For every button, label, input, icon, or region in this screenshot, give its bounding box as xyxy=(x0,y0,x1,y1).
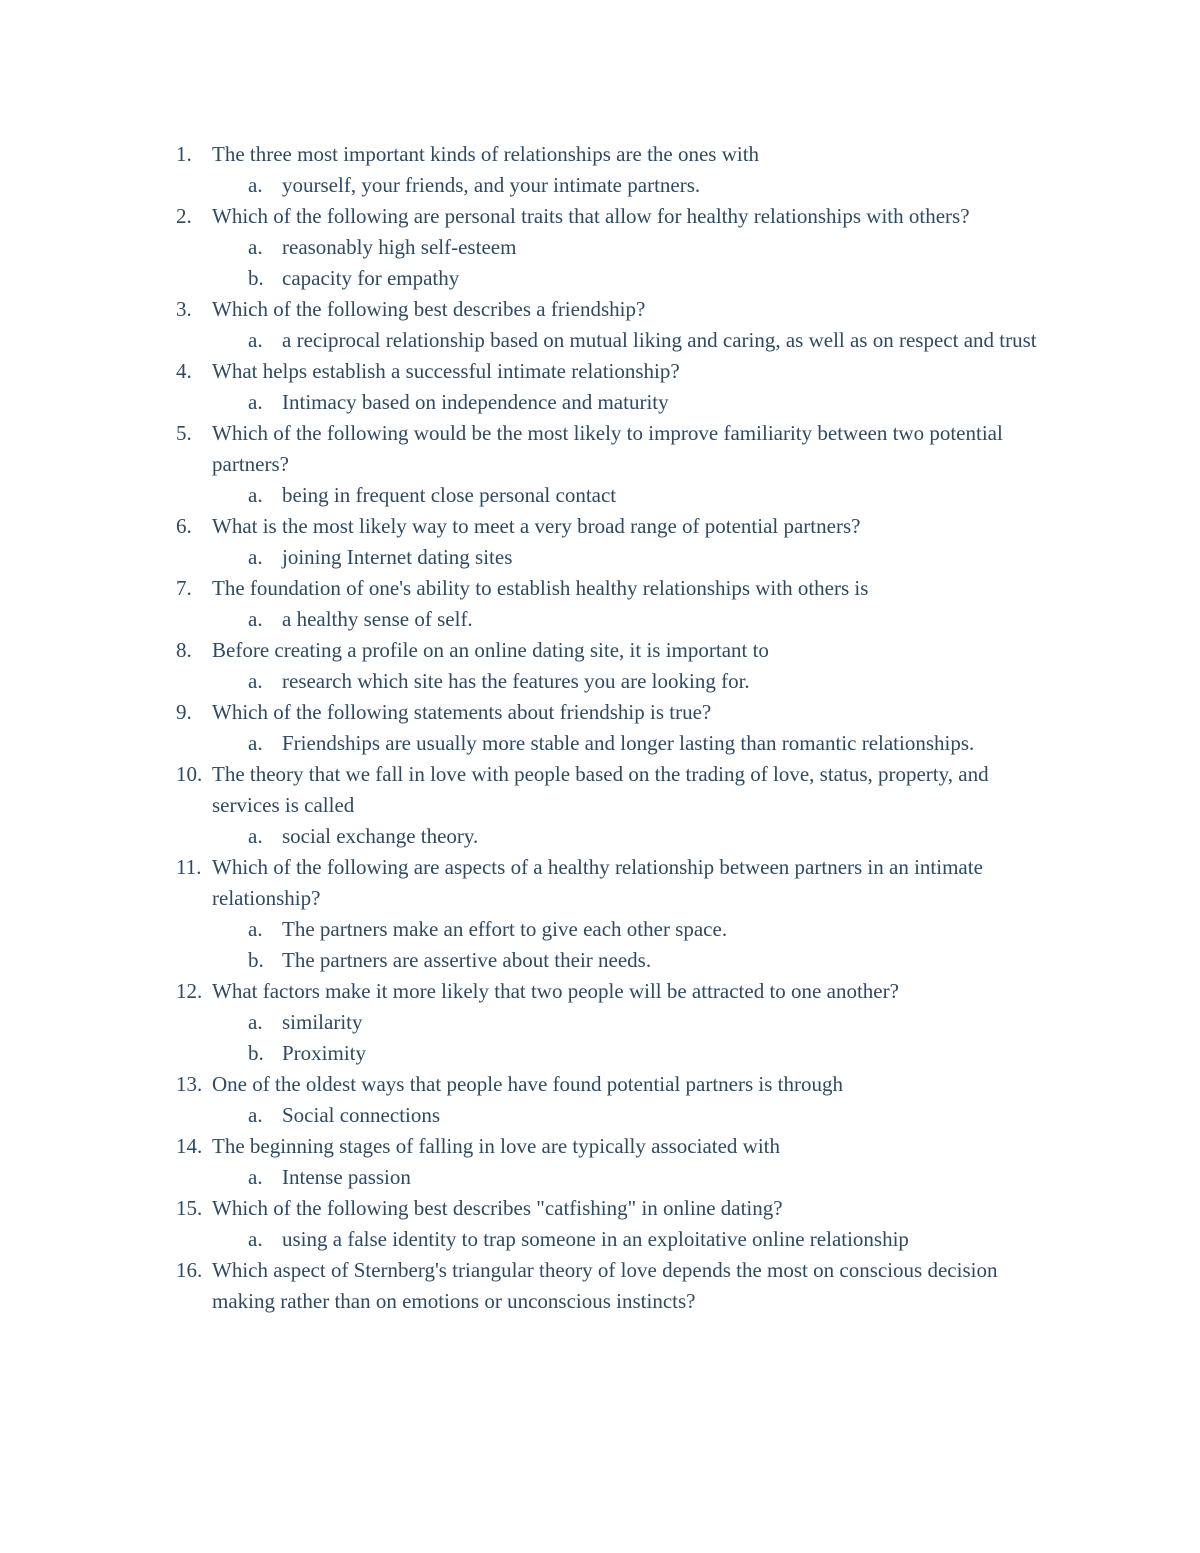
answer-text: reasonably high self-esteem xyxy=(282,235,517,259)
answer-item xyxy=(160,666,1060,697)
question-item xyxy=(160,201,1060,294)
answer-letter: b. xyxy=(248,266,264,290)
question-number: 16. xyxy=(176,1258,203,1282)
question-line xyxy=(160,511,1060,542)
question-text: The beginning stages of falling in love are typically associated with xyxy=(212,1134,781,1158)
question-number: 14. xyxy=(176,1134,203,1158)
answer-text: capacity for empathy xyxy=(282,266,460,290)
question-text: The three most important kinds of relationships are the ones with xyxy=(212,142,760,166)
question-text: Which of the following are personal traits that allow for healthy relationships with others? xyxy=(212,204,970,228)
answer-item xyxy=(160,1100,1060,1131)
question-line xyxy=(160,294,1060,325)
answer-item xyxy=(160,914,1060,945)
answer-item xyxy=(160,325,1060,356)
answer-text: being in frequent close personal contact xyxy=(282,483,617,507)
answer-text: a reciprocal relationship based on mutual liking and caring, as well as on respect and trust xyxy=(282,328,1037,352)
question-text: Before creating a profile on an online dating site, it is important to xyxy=(212,638,769,662)
answer-text: using a false identity to trap someone in an exploitative online relationship xyxy=(282,1227,909,1251)
answer-letter: a. xyxy=(248,328,263,352)
question-number: 9. xyxy=(176,700,192,724)
question-number: 10. xyxy=(176,762,203,786)
question-line xyxy=(160,1069,1060,1100)
question-item xyxy=(160,759,1060,852)
answer-letter: a. xyxy=(248,235,263,259)
question-text: Which of the following are aspects of a healthy relationship between partners in an intimate relationship? xyxy=(212,855,983,910)
question-item xyxy=(160,1255,1060,1317)
answer-text: joining Internet dating sites xyxy=(282,545,513,569)
question-number: 3. xyxy=(176,297,192,321)
question-item xyxy=(160,139,1060,201)
question-line xyxy=(160,1193,1060,1224)
question-item xyxy=(160,356,1060,418)
answer-text: yourself, your friends, and your intimate partners. xyxy=(282,173,701,197)
answer-item xyxy=(160,387,1060,418)
answer-item xyxy=(160,542,1060,573)
answer-letter: b. xyxy=(248,948,264,972)
question-line xyxy=(160,356,1060,387)
answer-text: similarity xyxy=(282,1010,363,1034)
question-item xyxy=(160,1193,1060,1255)
answer-letter: a. xyxy=(248,1227,263,1251)
question-number: 11. xyxy=(176,855,202,879)
answer-letter: a. xyxy=(248,607,263,631)
answer-letter: a. xyxy=(248,1010,263,1034)
question-number: 7. xyxy=(176,576,192,600)
question-text: What helps establish a successful intimate relationship? xyxy=(212,359,680,383)
answer-item xyxy=(160,945,1060,976)
answer-text: The partners make an effort to give each other space. xyxy=(282,917,728,941)
answer-item xyxy=(160,1007,1060,1038)
question-item xyxy=(160,1069,1060,1131)
question-line xyxy=(160,635,1060,666)
answer-letter: a. xyxy=(248,483,263,507)
answer-item xyxy=(160,1038,1060,1069)
answer-item xyxy=(160,604,1060,635)
question-text: One of the oldest ways that people have found potential partners is through xyxy=(212,1072,844,1096)
question-text: The theory that we fall in love with people based on the trading of love, status, property, and services is called xyxy=(212,762,989,817)
answer-letter: a. xyxy=(248,824,263,848)
question-item xyxy=(160,1131,1060,1193)
answer-letter: a. xyxy=(248,917,263,941)
question-number: 12. xyxy=(176,979,203,1003)
answer-item xyxy=(160,1162,1060,1193)
question-line xyxy=(160,573,1060,604)
answer-letter: b. xyxy=(248,1041,264,1065)
question-item xyxy=(160,573,1060,635)
answer-letter: a. xyxy=(248,545,263,569)
answer-letter: a. xyxy=(248,731,263,755)
answer-item xyxy=(160,821,1060,852)
answer-text: The partners are assertive about their needs. xyxy=(282,948,652,972)
answer-text: Proximity xyxy=(282,1041,367,1065)
answer-letter: a. xyxy=(248,173,263,197)
question-line xyxy=(160,418,1060,480)
answer-item xyxy=(160,1224,1060,1255)
question-item xyxy=(160,294,1060,356)
answer-item xyxy=(160,170,1060,201)
answer-text: Friendships are usually more stable and longer lasting than romantic relationships. xyxy=(282,731,975,755)
answer-letter: a. xyxy=(248,390,263,414)
answer-text: social exchange theory. xyxy=(282,824,479,848)
answer-item xyxy=(160,728,1060,759)
question-item xyxy=(160,418,1060,511)
question-number: 2. xyxy=(176,204,192,228)
answer-text: Intense passion xyxy=(282,1165,411,1189)
question-line xyxy=(160,139,1060,170)
question-line xyxy=(160,201,1060,232)
question-item xyxy=(160,511,1060,573)
question-text: The foundation of one's ability to establish healthy relationships with others is xyxy=(212,576,869,600)
question-number: 5. xyxy=(176,421,192,445)
question-number: 8. xyxy=(176,638,192,662)
question-list xyxy=(160,139,1060,1317)
question-line xyxy=(160,1131,1060,1162)
question-item xyxy=(160,697,1060,759)
answer-text: a healthy sense of self. xyxy=(282,607,473,631)
question-number: 1. xyxy=(176,142,192,166)
answer-item xyxy=(160,480,1060,511)
question-item xyxy=(160,852,1060,976)
answer-text: Intimacy based on independence and maturity xyxy=(282,390,669,414)
question-text: Which of the following would be the most likely to improve familiarity between two potential partners? xyxy=(212,421,1003,476)
answer-text: Social connections xyxy=(282,1103,441,1127)
question-text: Which of the following best describes a friendship? xyxy=(212,297,646,321)
answer-letter: a. xyxy=(248,1103,263,1127)
question-number: 6. xyxy=(176,514,192,538)
question-item xyxy=(160,976,1060,1069)
question-number: 15. xyxy=(176,1196,203,1220)
question-number: 4. xyxy=(176,359,192,383)
question-text: Which of the following statements about friendship is true? xyxy=(212,700,712,724)
answer-letter: a. xyxy=(248,669,263,693)
question-text: What factors make it more likely that two people will be attracted to one another? xyxy=(212,979,899,1003)
question-line xyxy=(160,976,1060,1007)
question-line xyxy=(160,759,1060,821)
question-line xyxy=(160,697,1060,728)
answer-letter: a. xyxy=(248,1165,263,1189)
question-text: Which of the following best describes "catfishing" in online dating? xyxy=(212,1196,783,1220)
question-text: Which aspect of Sternberg's triangular theory of love depends the most on conscious decision making rather than on emotions or unconscious instincts? xyxy=(212,1258,998,1313)
answer-item xyxy=(160,263,1060,294)
question-line xyxy=(160,852,1060,914)
question-item xyxy=(160,635,1060,697)
question-text: What is the most likely way to meet a very broad range of potential partners? xyxy=(212,514,861,538)
question-number: 13. xyxy=(176,1072,203,1096)
question-line xyxy=(160,1255,1060,1317)
answer-text: research which site has the features you are looking for. xyxy=(282,669,750,693)
answer-item xyxy=(160,232,1060,263)
